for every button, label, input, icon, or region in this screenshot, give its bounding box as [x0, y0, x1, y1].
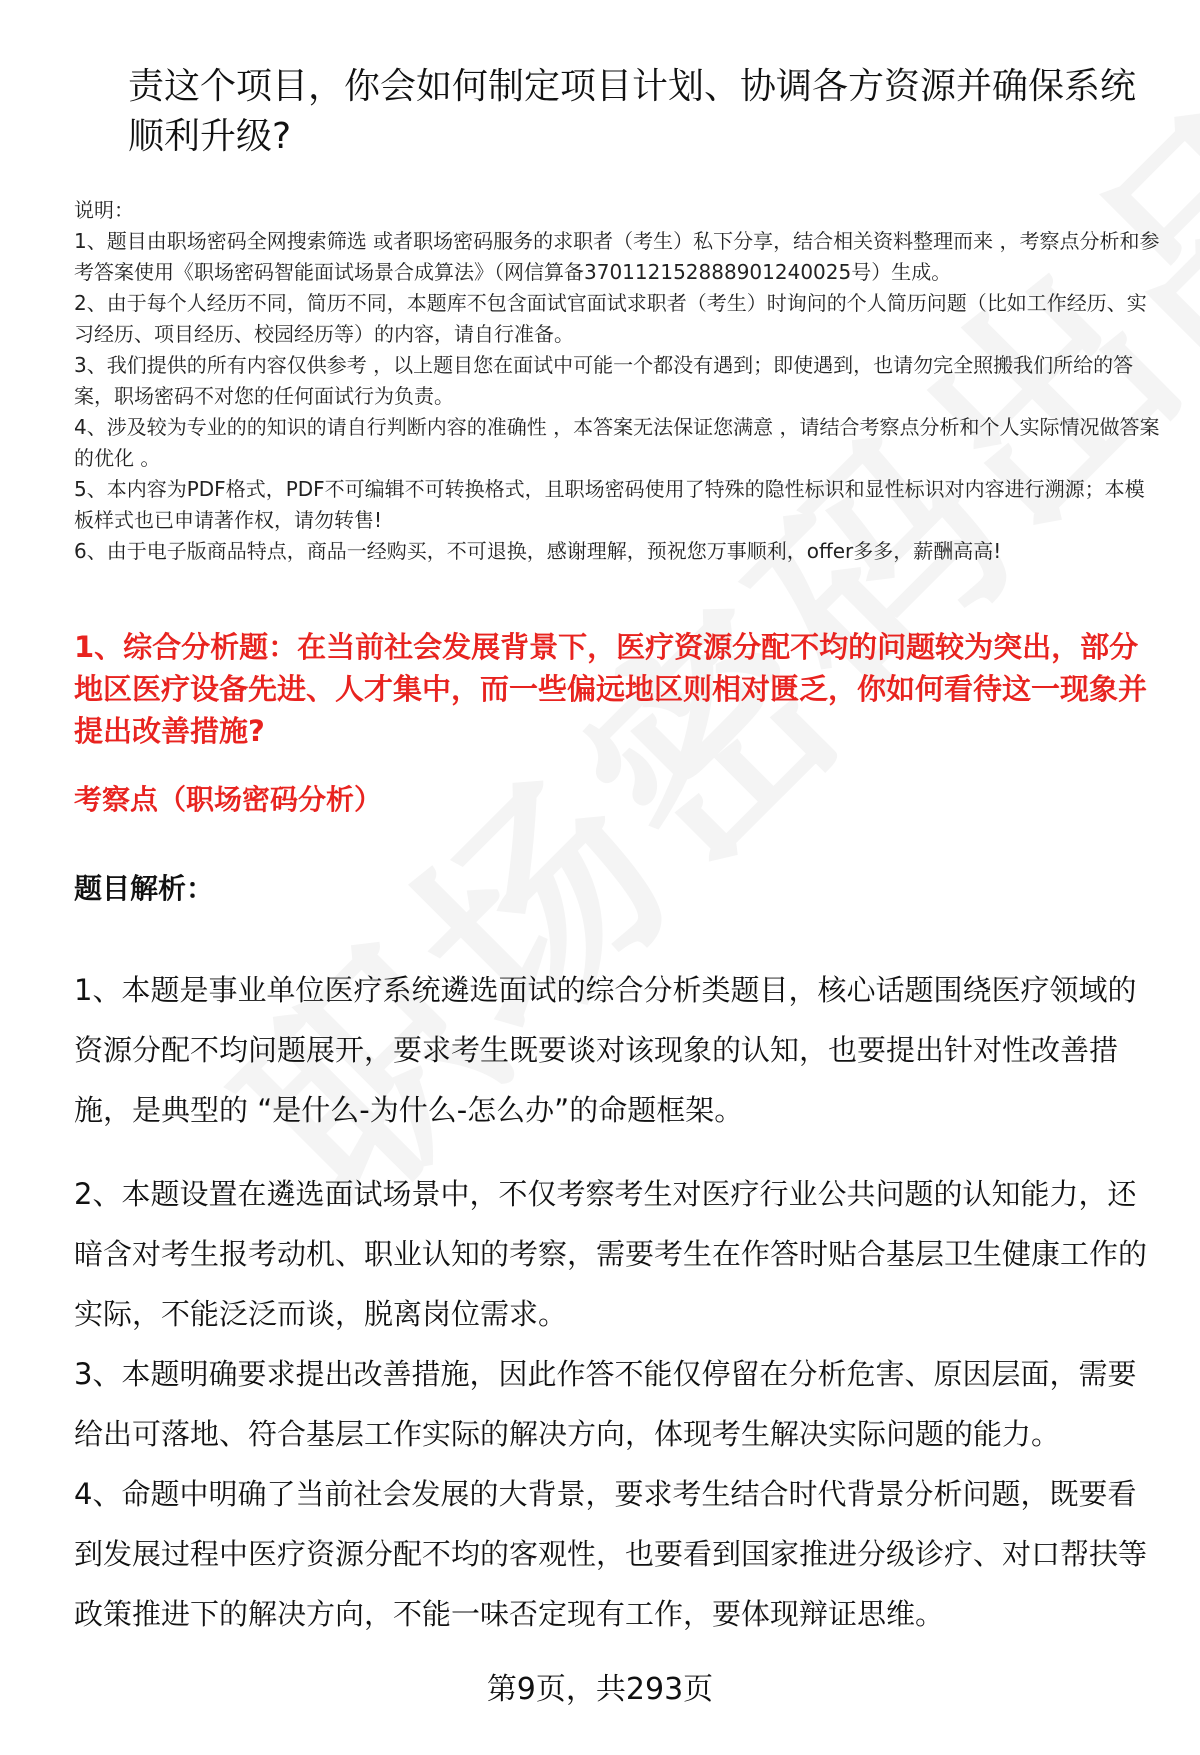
note-item: 1、题目由职场密码全网搜索筛选 或者职场密码服务的求职者（考生）私下分享，结合相关资料整理而来 ，考察点分析和参考答案使用《职场密码智能面试场景合成算法》（网信算备370112152888901240025号）生成。	[74, 229, 1160, 284]
note-item: 5、本内容为PDF格式，PDF不可编辑不可转换格式，且职场密码使用了特殊的隐性标识和显性标识对内容进行溯源；本模板样式也已申请著作权，请勿转售!	[74, 477, 1145, 532]
note-item: 3、我们提供的所有内容仅供参考 ，以上题目您在面试中可能一个都没有遇到；即使遇到，也请勿完全照搬我们所给的答案，职场密码不对您的任何面试行为负责。	[74, 353, 1134, 408]
continued-question: 责这个项目，你会如何制定项目计划、协调各方资源并确保系统顺利升级?	[128, 66, 1137, 157]
note-item: 4、涉及较为专业的的知识的请自行判断内容的准确性 ，本答案无法保证您满意 ，请结合考察点分析和个人实际情况做答案的优化 。	[74, 415, 1160, 470]
analysis-paragraph: 3、本题明确要求提出改善措施，因此作答不能仅停留在分析危害、原因层面，需要给出可落地、符合基层工作实际的解决方向，体现考生解决实际问题的能力。	[74, 1357, 1137, 1451]
notes-heading: 说明：	[74, 198, 134, 222]
page-number: 第9页，共293页	[486, 1672, 714, 1707]
analysis-paragraph: 4、命题中明确了当前社会发展的大背景，要求考生结合时代背景分析问题，既要看到发展过程中医疗资源分配不均的客观性，也要看到国家推进分级诊疗、对口帮扶等政策推进下的解决方向，不能一味否定现有工作，要体现辩证思维。	[74, 1477, 1148, 1631]
analysis-paragraph: 1、本题是事业单位医疗系统遴选面试的综合分析类题目，核心话题围绕医疗领域的资源分配不均问题展开，要求考生既要谈对该现象的认知，也要提出针对性改善措施，是典型的 “是什么-为什么-怎么办”的命题框架。	[74, 973, 1137, 1127]
question-title: 1、综合分析题：在当前社会发展背景下，医疗资源分配不均的问题较为突出，部分地区医疗设备先进、人才集中，而一些偏远地区则相对匮乏，你如何看待这一现象并提出改善措施?	[74, 630, 1148, 748]
analysis-paragraph: 2、本题设置在遴选面试场景中，不仅考察考生对医疗行业公共问题的认知能力，还暗含对考生报考动机、职业认知的考察，需要考生在作答时贴合基层卫生健康工作的实际，不能泛泛而谈，脱离岗位需求。	[74, 1177, 1148, 1331]
analysis-section	[74, 960, 1164, 1644]
analysis-heading: 题目解析：	[74, 872, 215, 905]
note-item: 6、由于电子版商品特点，商品一经购买，不可退换，感谢理解，预祝您万事顺利，offer多多，薪酬高高!	[74, 539, 1002, 563]
exam-point-heading: 考察点（职场密码分析）	[74, 783, 383, 816]
notes-section	[74, 195, 1164, 567]
note-item: 2、由于每个人经历不同，简历不同，本题库不包含面试官面试求职者（考生）时询问的个人简历问题（比如工作经历、实习经历、项目经历、校园经历等）的内容，请自行准备。	[74, 291, 1147, 346]
